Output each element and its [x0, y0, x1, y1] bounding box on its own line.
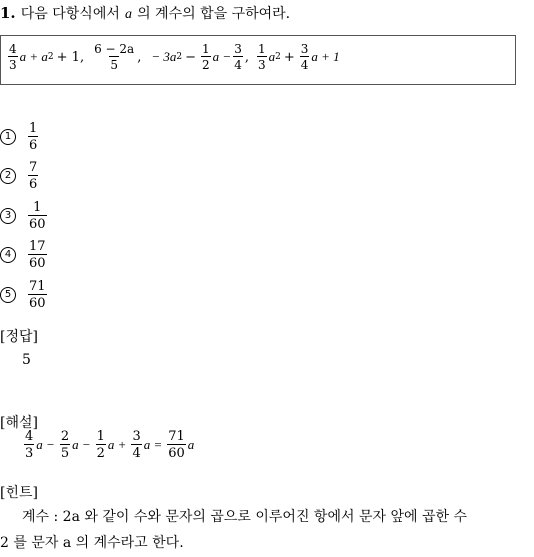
choice-2[interactable] [0, 161, 40, 191]
choice-fraction: $\frac{1}{6}$ [29, 121, 38, 153]
term3-fraction-2: $\frac{3}{4}$ [234, 42, 242, 72]
question-variable: a [124, 7, 132, 22]
choice-marker: 3 [0, 208, 16, 224]
question-line [0, 3, 290, 23]
term3-fraction-1: $\frac{1}{2}$ [202, 42, 210, 72]
choice-fraction: $\frac{17}{60}$ [29, 239, 46, 271]
explanation-equation: $\frac{4}{3}$ a − $\frac{2}{5}$ a − $\frac{1}{2}$ a + $\frac{3}{4}$ a = $\frac{71}{60}$ a [25, 429, 195, 461]
answer-value: 5 [22, 352, 31, 368]
choice-marker: 5 [0, 287, 16, 303]
polynomial-expression: $\frac{4}{3}$ a + a 2 + 1, $\frac{6 - 2a}{5}$ , − 3a 2 − $\frac{1}{2}$ a − $\frac{3}{4}$ , $\frac{1}{3}$ a 2 + $\frac{3}{4}$ a + 1 [9, 42, 340, 72]
choice-1[interactable] [0, 122, 40, 152]
choice-3[interactable] [0, 201, 49, 231]
answer-label: [정답] [0, 329, 38, 345]
choice-marker: 4 [0, 247, 16, 263]
explanation-label: [해설] [0, 415, 38, 431]
hint-label: [힌트] [0, 485, 38, 501]
term4-fraction-2: $\frac{3}{4}$ [300, 42, 309, 72]
hint-line-1: 계수 : 2a 와 같이 수와 문자의 곱으로 이루어진 항에서 문자 앞에 곱한 수 [22, 509, 467, 525]
choice-fraction: $\frac{1}{60}$ [29, 200, 46, 232]
choice-fraction: $\frac{7}{6}$ [29, 160, 38, 192]
choice-fraction: $\frac{71}{60}$ [29, 279, 46, 311]
question-number: 1. [0, 4, 16, 22]
term2-fraction: $\frac{6 - 2a}{5}$ [94, 42, 135, 72]
choice-marker: 1 [0, 129, 16, 145]
term4-fraction-1: $\frac{1}{3}$ [257, 42, 266, 72]
hint-line-2: 2 를 문자 a 의 계수라고 한다. [0, 535, 184, 551]
question-text-after: 의 계수의 합을 구하여라. [137, 6, 291, 22]
term1-fraction: $\frac{4}{3}$ [9, 42, 17, 72]
question-text-before: 다음 다항식에서 [20, 6, 120, 22]
choice-marker: 2 [0, 168, 16, 184]
choice-5[interactable] [0, 280, 49, 310]
choice-4[interactable] [0, 240, 49, 270]
